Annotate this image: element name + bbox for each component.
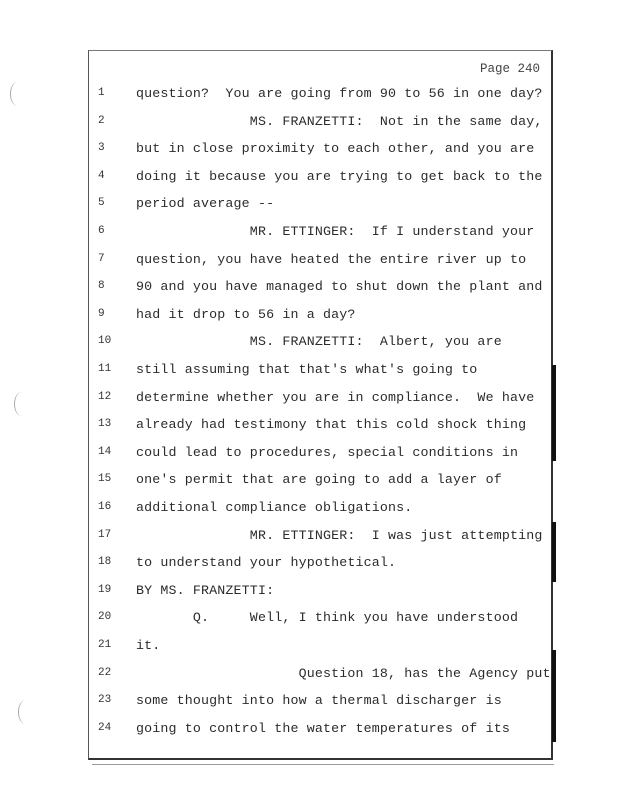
transcript-line: but in close proximity to each other, and you are — [136, 141, 535, 157]
transcript-line: 90 and you have managed to shut down the plant and — [136, 279, 543, 295]
transcript-line: Q. Well, I think you have understood — [136, 610, 519, 626]
line-number: 4 — [98, 169, 105, 182]
line-number: 8 — [98, 280, 105, 293]
line-number: 9 — [98, 307, 105, 320]
line-number: 15 — [98, 473, 112, 486]
line-number: 21 — [98, 639, 112, 651]
transcript-line: had it drop to 56 in a day? — [136, 306, 356, 322]
transcript-line: MR. ETTINGER: If I understand your — [136, 224, 535, 239]
transcript-line: MS. FRANZETTI: Albert, you are — [136, 334, 502, 350]
binder-hole-bottom — [18, 700, 33, 724]
page-number: Page 240 — [479, 62, 540, 76]
line-number: 18 — [98, 556, 112, 569]
transcript-line: period average -- — [136, 196, 275, 212]
line-number: 17 — [98, 528, 112, 541]
binder-hole-middle — [14, 392, 29, 416]
transcript-line: going to control the water temperatures of its — [136, 720, 510, 736]
line-number: 16 — [98, 501, 112, 513]
transcript-line: additional compliance obligations. — [136, 500, 413, 515]
binder-hole-top — [10, 82, 25, 106]
change-bar-1 — [552, 365, 556, 461]
line-number: 6 — [98, 225, 105, 237]
transcript-line: doing it because you are trying to get back to the — [136, 168, 543, 184]
line-number: 13 — [98, 418, 112, 431]
transcript-line: MR. ETTINGER: I was just attempting — [136, 527, 543, 543]
transcript-line: MS. FRANZETTI: Not in the same day, — [136, 113, 543, 129]
line-number: 24 — [98, 721, 112, 734]
transcript-line: still assuming that that's what's going to — [136, 362, 478, 377]
line-number: 1 — [98, 87, 105, 99]
line-number: 22 — [98, 666, 112, 679]
transcript-line: question, you have heated the entire river up to — [136, 251, 527, 267]
transcript-line: BY MS. FRANZETTI: — [136, 582, 275, 598]
line-number: 19 — [98, 583, 112, 596]
transcript-line: it. — [136, 638, 161, 653]
line-number: 23 — [98, 694, 112, 707]
transcript-line: determine whether you are in compliance. We have — [136, 389, 535, 405]
transcript-line: one's permit that are going to add a layer of — [136, 472, 502, 488]
transcript-page-frame — [88, 50, 553, 760]
line-number: 3 — [98, 142, 105, 155]
transcript-line: some thought into how a thermal discharger is — [136, 693, 502, 709]
transcript-line: question? You are going from 90 to 56 in one day? — [136, 86, 543, 101]
transcript-line: already had testimony that this cold shock thing — [136, 417, 527, 433]
transcript-line: to understand your hypothetical. — [136, 555, 397, 571]
transcript-line: could lead to procedures, special conditions in — [136, 444, 519, 460]
transcript-line: Question 18, has the Agency put — [136, 665, 551, 681]
line-number: 2 — [98, 114, 105, 127]
line-number: 12 — [98, 390, 112, 403]
line-number: 7 — [98, 252, 105, 265]
line-number: 14 — [98, 445, 112, 458]
change-bar-2 — [552, 522, 556, 582]
line-number: 20 — [98, 611, 112, 624]
change-bar-3 — [552, 650, 556, 742]
line-number: 11 — [98, 363, 112, 375]
line-number: 10 — [98, 335, 112, 348]
page-bottom-rule — [92, 764, 554, 765]
line-number: 5 — [98, 197, 105, 210]
